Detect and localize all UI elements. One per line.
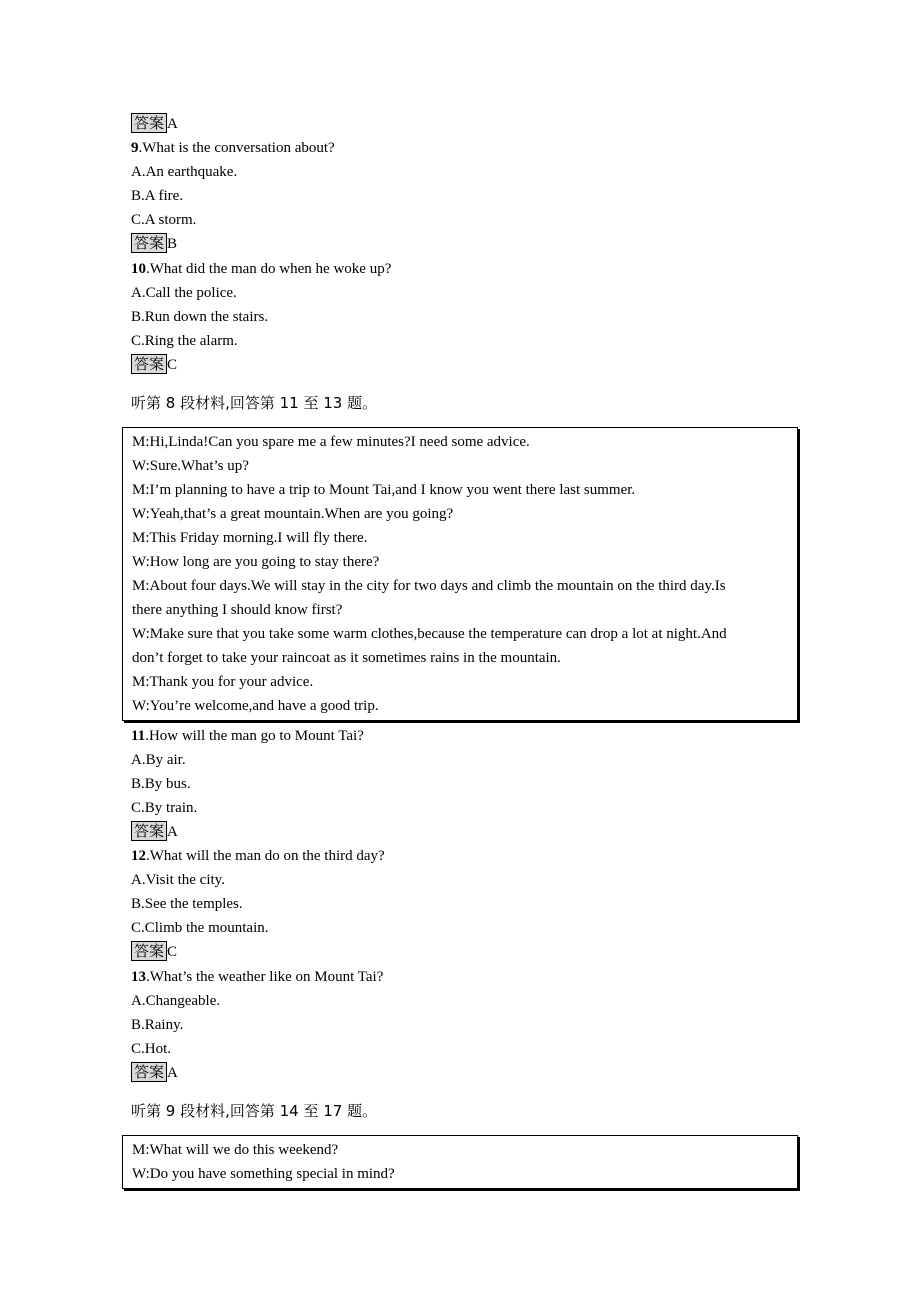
answer-label: 答案 <box>131 233 167 253</box>
question-number: 13 <box>131 969 146 985</box>
dialogue-line: W:Make sure that you take some warm clothes,because the temperature can drop a lot at night.And <box>132 626 727 642</box>
question-number: 11 <box>131 728 146 744</box>
dialogue-line: W:Do you have something special in mind? <box>132 1166 395 1182</box>
section-heading-8: 听第 8 段材料,回答第 11 至 13 题。 <box>131 394 378 412</box>
answer-value: A <box>167 824 178 840</box>
dialogue-line: M:Thank you for your advice. <box>132 674 314 690</box>
question-10 <box>131 258 391 280</box>
dialogue-line: M:About four days.We will stay in the city for two days and climb the mountain on the third day.Is <box>132 578 726 594</box>
answer-line-q9 <box>131 233 177 255</box>
answer-value: A <box>167 116 178 132</box>
question-number: 10 <box>131 261 146 277</box>
option-a: A.Changeable. <box>131 993 221 1009</box>
answer-line-q11 <box>131 821 178 843</box>
question-text: .What did the man do when he woke up? <box>146 261 392 277</box>
question-text: .How will the man go to Mount Tai? <box>145 728 364 744</box>
question-11 <box>131 725 364 747</box>
dialogue-line: M:I’m planning to have a trip to Mount Tai,and I know you went there last summer. <box>132 482 636 498</box>
option-b: B.Rainy. <box>131 1017 184 1033</box>
answer-label: 答案 <box>131 941 167 961</box>
answer-value: A <box>167 1065 178 1081</box>
section-heading-9: 听第 9 段材料,回答第 14 至 17 题。 <box>131 1102 378 1120</box>
option-b: B.A fire. <box>131 188 184 204</box>
dialogue-line: M:Hi,Linda!Can you spare me a few minutes?I need some advice. <box>132 434 530 450</box>
answer-label: 答案 <box>131 113 167 133</box>
option-c: C.Ring the alarm. <box>131 333 238 349</box>
option-c: C.Hot. <box>131 1041 172 1057</box>
option-c: C.A storm. <box>131 212 197 228</box>
answer-label: 答案 <box>131 354 167 374</box>
option-a: A.By air. <box>131 752 186 768</box>
question-text: .What will the man do on the third day? <box>146 848 385 864</box>
option-b: B.See the temples. <box>131 896 243 912</box>
answer-label: 答案 <box>131 1062 167 1082</box>
option-b: B.By bus. <box>131 776 191 792</box>
answer-line-q10 <box>131 354 177 376</box>
transcript-box-9 <box>122 1135 798 1189</box>
option-a: A.An earthquake. <box>131 164 238 180</box>
answer-line-q13 <box>131 1062 178 1084</box>
answer-value: C <box>167 357 178 373</box>
option-c: C.By train. <box>131 800 198 816</box>
option-a: A.Visit the city. <box>131 872 225 888</box>
question-13 <box>131 966 383 988</box>
option-a: A.Call the police. <box>131 285 237 301</box>
dialogue-line: W:You’re welcome,and have a good trip. <box>132 698 379 714</box>
dialogue-line: M:This Friday morning.I will fly there. <box>132 530 368 546</box>
dialogue-line: W:How long are you going to stay there? <box>132 554 380 570</box>
answer-value: C <box>167 944 178 960</box>
answer-line-q8 <box>131 113 178 135</box>
question-text: .What is the conversation about? <box>138 140 335 156</box>
answer-line-q12 <box>131 941 177 963</box>
dialogue-line: don’t forget to take your raincoat as it sometimes rains in the mountain. <box>132 650 561 666</box>
question-number: 9 <box>131 140 139 156</box>
option-b: B.Run down the stairs. <box>131 309 269 325</box>
question-text: .What’s the weather like on Mount Tai? <box>146 969 384 985</box>
dialogue-line: M:What will we do this weekend? <box>132 1142 339 1158</box>
transcript-box-8 <box>122 427 798 721</box>
option-c: C.Climb the mountain. <box>131 920 269 936</box>
dialogue-line: there anything I should know first? <box>132 602 343 618</box>
dialogue-line: W:Sure.What’s up? <box>132 458 249 474</box>
question-9 <box>131 137 335 159</box>
answer-label: 答案 <box>131 821 167 841</box>
dialogue-line: W:Yeah,that’s a great mountain.When are you going? <box>132 506 454 522</box>
answer-value: B <box>167 236 178 252</box>
question-12 <box>131 845 385 867</box>
question-number: 12 <box>131 848 146 864</box>
